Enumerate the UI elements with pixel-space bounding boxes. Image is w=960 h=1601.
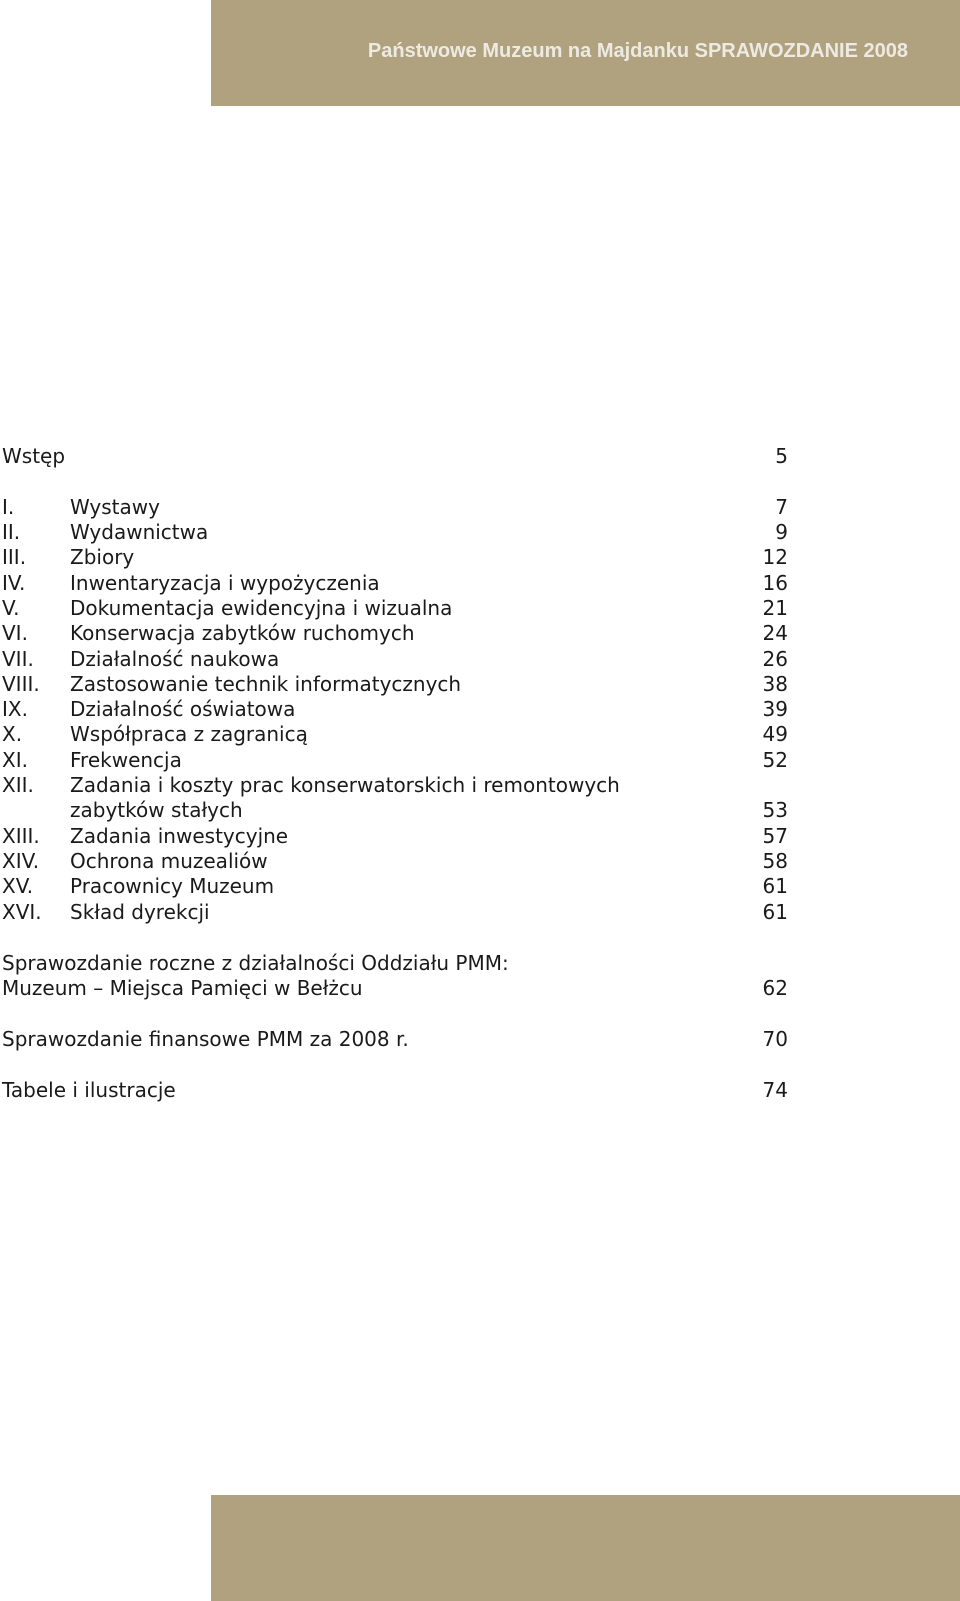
chapter-page: 38 <box>762 672 788 696</box>
chapter-page: 57 <box>762 824 788 848</box>
toc-entry-chapter-8[interactable] <box>2 672 788 696</box>
chapter-title: Wystawy <box>70 495 160 519</box>
toc-entry-chapter-12[interactable] <box>2 773 788 797</box>
chapter-page: 26 <box>762 647 788 671</box>
financial-report-page: 70 <box>762 1027 788 1051</box>
toc-entry-chapter-1[interactable] <box>2 495 788 519</box>
toc-entry-title: Wstęp <box>2 444 66 468</box>
chapter-page: 7 <box>775 495 788 519</box>
toc-entry-chapter-16[interactable] <box>2 900 788 924</box>
chapter-title: Zastosowanie technik informatycznych <box>70 672 462 696</box>
chapter-title: Konserwacja zabytków ruchomych <box>70 621 415 645</box>
chapter-title: Zbiory <box>70 545 135 569</box>
toc-entry-chapter-3[interactable] <box>2 545 788 569</box>
tables-title: Tabele i ilustracje <box>2 1078 176 1102</box>
chapter-page: 24 <box>762 621 788 645</box>
chapter-page: 52 <box>762 748 788 772</box>
chapter-page: 58 <box>762 849 788 873</box>
chapter-number: VIII. <box>2 672 40 696</box>
toc-entry-chapter-11[interactable] <box>2 748 788 772</box>
chapter-number: I. <box>2 495 15 519</box>
chapter-page: 12 <box>762 545 788 569</box>
toc-entry-financial-report[interactable] <box>2 1027 788 1051</box>
toc-entry-chapter-10[interactable] <box>2 722 788 746</box>
toc-entry-branch-report-continued[interactable] <box>2 976 788 1000</box>
chapter-page: 39 <box>762 697 788 721</box>
chapter-page: 49 <box>762 722 788 746</box>
chapter-number: XV. <box>2 874 34 898</box>
chapter-title: Dokumentacja ewidencyjna i wizualna <box>70 596 453 620</box>
chapter-title: Wydawnictwa <box>70 520 209 544</box>
footer-band <box>211 1495 960 1601</box>
chapter-page: 9 <box>775 520 788 544</box>
chapter-number: X. <box>2 722 23 746</box>
branch-report-subtitle: Muzeum – Miejsca Pamięci w Bełżcu <box>2 976 363 1000</box>
chapter-title-continued: zabytków stałych <box>70 798 243 822</box>
chapter-title: Działalność oświatowa <box>70 697 296 721</box>
tables-page: 74 <box>762 1078 788 1102</box>
chapter-number: VI. <box>2 621 28 645</box>
chapter-number: XIII. <box>2 824 40 848</box>
toc-entry-tables[interactable] <box>2 1078 788 1102</box>
toc-entry-chapter-9[interactable] <box>2 697 788 721</box>
chapter-number: III. <box>2 545 27 569</box>
header-title: Państwowe Muzeum na Majdanku SPRAWOZDANIE 2008 <box>367 40 908 62</box>
toc-entry-chapter-7[interactable] <box>2 647 788 671</box>
toc-entry-chapter-5[interactable] <box>2 596 788 620</box>
chapter-title: Inwentaryzacja i wypożyczenia <box>70 571 380 595</box>
chapter-number: XII. <box>2 773 34 797</box>
chapter-number: XVI. <box>2 900 42 924</box>
chapter-number: XIV. <box>2 849 40 873</box>
header-band <box>211 0 960 106</box>
toc-entry-chapter-13[interactable] <box>2 824 788 848</box>
chapter-title: Ochrona muzealiów <box>70 849 268 873</box>
chapter-title: Zadania inwestycyjne <box>70 824 289 848</box>
toc-entry-chapter-15[interactable] <box>2 874 788 898</box>
chapter-title: Pracownicy Muzeum <box>70 874 275 898</box>
toc-entry-branch-report[interactable] <box>2 951 788 975</box>
chapter-page: 21 <box>762 596 788 620</box>
chapter-title: Działalność naukowa <box>70 647 280 671</box>
toc-entry-chapter-2[interactable] <box>2 520 788 544</box>
chapter-number: XI. <box>2 748 28 772</box>
toc-entry-chapter-12-continued[interactable] <box>2 798 788 822</box>
chapter-page: 61 <box>762 900 788 924</box>
toc-entry-chapter-6[interactable] <box>2 621 788 645</box>
chapter-title: Współpraca z zagranicą <box>70 722 308 746</box>
chapter-page: 16 <box>762 571 788 595</box>
chapter-page: 53 <box>762 798 788 822</box>
branch-report-title: Sprawozdanie roczne z działalności Oddziału PMM: <box>2 951 509 975</box>
toc-entry-page: 5 <box>775 444 788 468</box>
chapter-page: 61 <box>762 874 788 898</box>
financial-report-title: Sprawozdanie finansowe PMM za 2008 r. <box>2 1027 409 1051</box>
chapter-title: Skład dyrekcji <box>70 900 210 924</box>
chapter-number: IV. <box>2 571 26 595</box>
toc-entry-chapter-4[interactable] <box>2 571 788 595</box>
chapter-title: Zadania i koszty prac konserwatorskich i remontowych <box>70 773 620 797</box>
chapter-number: VII. <box>2 647 34 671</box>
toc-entry-chapter-14[interactable] <box>2 849 788 873</box>
chapter-number: II. <box>2 520 21 544</box>
branch-report-page: 62 <box>762 976 788 1000</box>
toc-entry-intro[interactable] <box>2 444 788 468</box>
chapter-number: V. <box>2 596 20 620</box>
chapter-number: IX. <box>2 697 28 721</box>
chapter-title: Frekwencja <box>70 748 182 772</box>
